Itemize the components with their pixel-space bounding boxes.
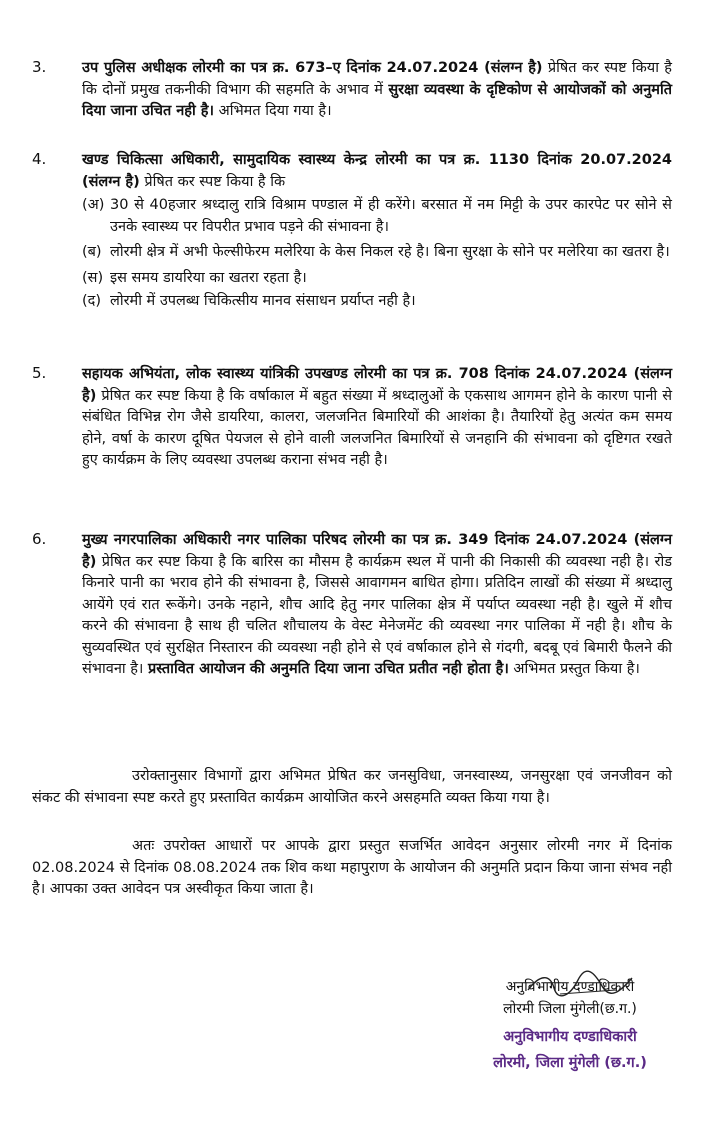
decision-paragraph: अतः उपरोक्त आधारों पर आपके द्वारा प्रस्तुत सजर्भित आवेदन अनुसार लोरमी नगर में दिनांक 02.08.2024 से दिनांक 08.08.2024 तक शिव कथा महापुराण के आयोजन की अनुमति प्रदान किया जाना संभव नही है। आपका उक्त आवेदन पत्र अस्वीकृत किया जाता है। <box>32 838 672 897</box>
summary-paragraph: उरोक्तानुसार विभागों द्वारा अभिमत प्रेषित कर जनसुविधा, जनस्वास्थ्य, जनसुरक्षा एवं जनजीवन को संकट की संभावना स्पष्ट करते हुए प्रस्तावित कार्यक्रम आयोजित करने असहमति व्यक्त किया गया है। <box>32 768 672 806</box>
handwritten-signature <box>520 970 640 998</box>
sub-point-text: इस समय डायरिया का खतरा रहता है। <box>110 269 307 286</box>
point-heading: सहायक अभियंता, लोक स्वास्थ्य यांत्रिकी उपखण्ड लोरमी का पत्र क्र. 708 दिनांक 24.07.2024 (संलग्न है) <box>82 366 672 404</box>
sub-point-text: लोरमी में उपलब्ध चिकित्सीय मानव संसाधन प्रर्याप्त नही है। <box>110 293 416 309</box>
point-text: प्रेषित कर स्पष्ट किया है कि वर्षाकाल में बहुत संख्या में श्रध्दालुओं के एकसाथ आगमन होने के कारण पानी से संबंधित विभिन्न रोग जैसे डायरिया, कालरा, जलजनित बिमारियों की आशंका है। तैयारियों हेतु अत्यंत कम समय होने, वर्षा के कारण दूषित पेयजल से होने वाली जलजनित बिमारियों से जनहानि की संभावना को दृष्टिगत रखते हुए कार्यक्रम के लिए व्यवस्था उपलब्ध कराना संभव नही है। <box>82 387 672 468</box>
point-4 <box>32 150 672 313</box>
point-emphasis: प्रस्तावित आयोजन की अनुमति दिया जाना उचित प्रतीत नही होता है। <box>148 661 509 677</box>
signatory-location: लोरमी जिला मुंगेली(छ.ग.) <box>503 1001 637 1017</box>
sub-point-list <box>82 195 672 313</box>
sub-point-text: 30 से 40हजार श्रध्दालु रात्रि विश्राम पण्डाल में ही करेंगे। बरसात में नम मिट्टी के उपर कारपेट पर सोने से उनके स्वास्थ्य पर विपरीत प्रभाव पड़ने की संभावना है। <box>110 197 672 235</box>
sub-point <box>82 242 672 264</box>
sub-point-label: (द) <box>82 293 102 309</box>
signatory-designation: अनुविभागीय दण्डाधिकारी <box>505 979 635 995</box>
sub-point <box>82 268 672 290</box>
point-heading: उप पुलिस अधीक्षक लोरमी का पत्र क्र. 673–ए दिनांक 24.07.2024 (संलग्न है) <box>82 60 543 76</box>
official-seal <box>450 1024 690 1076</box>
point-heading: खण्ड चिकित्सा अधिकारी, सामुदायिक स्वास्थ्य केन्द्र लोरमी का पत्र क्र. 1130 दिनांक 20.07.2024 (संलग्न है) <box>82 152 672 190</box>
point-body <box>82 150 672 193</box>
point-body <box>82 364 672 472</box>
sub-point <box>82 291 672 313</box>
point-text-end: अभिमत प्रस्तुत किया है। <box>508 661 640 677</box>
point-body <box>82 530 672 681</box>
point-body <box>82 58 672 123</box>
point-text: प्रेषित कर स्पष्ट किया है कि <box>139 173 286 190</box>
sub-point-text: लोरमी क्षेत्र में अभी फेल्सीफेरम मलेरिया के केस निकल रहे है। बिना सुरक्षा के सोने पर मलेरिया का खतरा है। <box>110 244 670 260</box>
sub-point-label: (स) <box>82 269 104 286</box>
sub-point-label: (अ) <box>82 197 105 213</box>
point-text: प्रेषित कर स्पष्ट किया है कि बारिस का मौसम है कार्यक्रम स्थल में पानी की निकासी की व्यवस्था नही है। रोड किनारे पानी का भराव होने की संभावना है, जिससे आवागमन बाधित होगा। प्रतिदिन लाखों की संख्या में श्रध्दालु आयेंगे एवं रात रूकेंगे। उनके नहाने, शौच आदि हेतु नगर पालिका क्षेत्र में पर्याप्त व्यवस्था नही है। खुले में शौच करने की संभावना है साथ ही चलित शौचालय के वेस्ट मेनेजमेंट की व्यवस्था नगर पालिका में नही है। शौच के सुव्यवस्थित एवं सुरक्षित निस्तारन की व्यवस्था नही होने से एवं वर्षाकाल होने से गंदगी, बदबू एवं बिमारी फैलने की संभावना है। <box>82 553 672 677</box>
point-number: 3. <box>32 58 47 76</box>
point-6 <box>32 530 672 681</box>
point-3 <box>32 58 672 123</box>
signature-block <box>450 976 690 1020</box>
sub-point-label: (ब) <box>82 244 102 260</box>
point-5 <box>32 364 672 472</box>
point-emphasis: सुरक्षा व्यवस्था के दृष्टिकोण से आयोजकों को अनुमति दिया जाना उचित नही है। <box>82 81 673 119</box>
point-text: प्रेषित कर स्पष्ट किया है कि दोनों प्रमुख तकनीकी विभाग की सहमति के अभाव में <box>82 60 672 98</box>
point-heading: मुख्य नगरपालिका अधिकारी नगर पालिका परिषद लोरमी का पत्र क्र. 349 दिनांक 24.07.2024 (संलग्न है) <box>82 532 672 570</box>
sub-point <box>82 195 672 238</box>
point-number: 5. <box>32 364 47 382</box>
seal-location: लोरमी, जिला मुंगेली (छ.ग.) <box>493 1055 647 1071</box>
point-number: 6. <box>32 530 47 548</box>
point-number: 4. <box>32 150 47 168</box>
point-text-end: अभिमत दिया गया है। <box>214 103 332 119</box>
seal-designation: अनुविभागीय दण्डाधिकारी <box>503 1029 637 1045</box>
